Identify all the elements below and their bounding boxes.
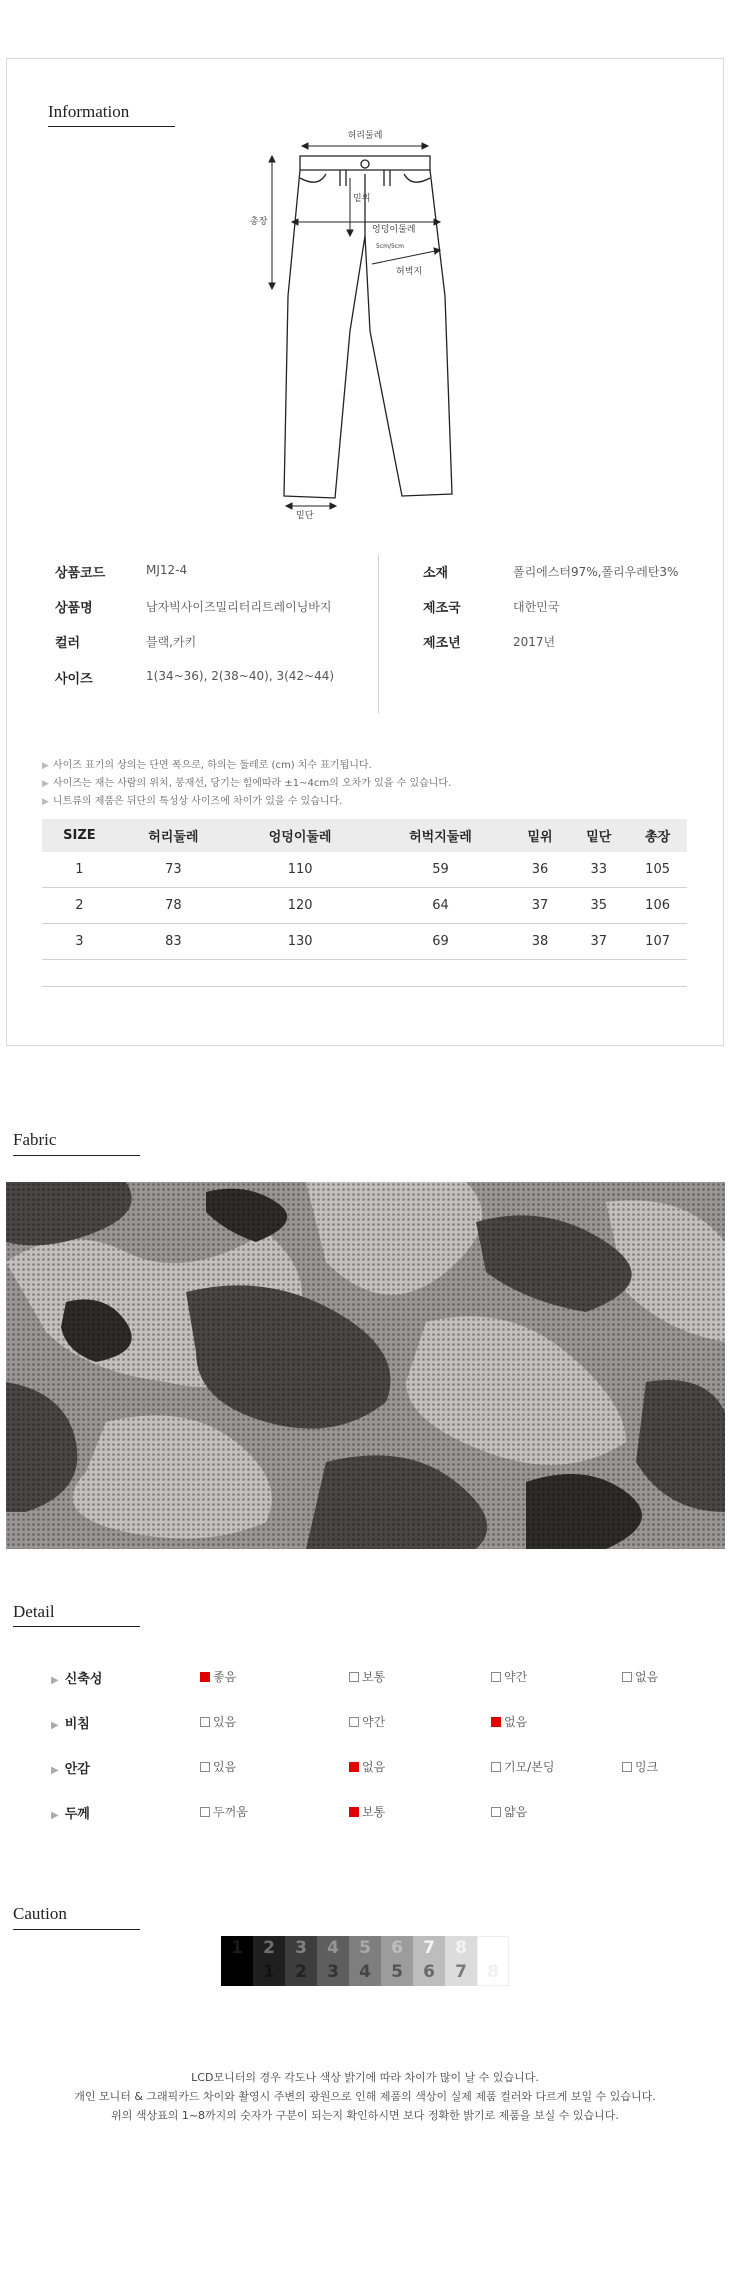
swatch-number-top: 6: [391, 1938, 403, 1958]
spec-value-name: 남자빅사이즈밀리터리트레이닝바지: [146, 600, 332, 614]
table-cell: 2: [42, 888, 117, 924]
caution-text: 개인 모니터 & 그래픽카드 차이와 촬영시 주변의 광원으로 인해 제품의 색상이 실제 제품 컬러와 다르게 보일 수 있습니다.: [74, 2090, 656, 2103]
size-note: ▶ 사이즈 표기의 상의는 단면 폭으로, 하의는 둘레로 (cm) 치수 표기됩니다.: [42, 760, 372, 771]
table-cell: 64: [370, 888, 510, 924]
checkbox-icon: [622, 1672, 632, 1682]
swatch-number-top: 8: [455, 1938, 467, 1958]
spec-value-year: 2017년: [513, 635, 556, 649]
checkbox-icon: [200, 1717, 210, 1727]
swatch-number-top: 1: [231, 1938, 243, 1958]
spec-value-code: MJ12-4: [146, 563, 188, 577]
detail-option-lining-none[interactable]: 없음: [349, 1758, 385, 1775]
table-cell: 83: [117, 924, 230, 960]
table-cell: 33: [569, 852, 628, 888]
table-cell: 120: [230, 888, 370, 924]
detail-option-sheer-yes[interactable]: 있음: [200, 1713, 236, 1730]
table-cell: 35: [569, 888, 628, 924]
detail-title-rule: [13, 1626, 140, 1627]
detail-label-elasticity: ▶ 신축성: [51, 1672, 103, 1687]
detail-option-elasticity-slight[interactable]: 약간: [491, 1668, 527, 1685]
detail-option-lining-mink[interactable]: 밍크: [622, 1758, 658, 1775]
swatch-number-top: 2: [263, 1938, 275, 1958]
table-cell: 78: [117, 888, 230, 924]
table-cell: 36: [511, 852, 570, 888]
checkbox-checked-icon: [349, 1807, 359, 1817]
detail-option-elasticity-normal[interactable]: 보통: [349, 1668, 385, 1685]
swatch-number-bottom: 3: [327, 1962, 339, 1982]
swatch-number-top: 4: [327, 1938, 339, 1958]
spec-key-color: 컬러: [55, 636, 81, 651]
fabric-title: Fabric: [13, 1130, 57, 1149]
detail-title: Detail: [13, 1602, 55, 1621]
detail-option-thickness-thin[interactable]: 얇음: [491, 1803, 527, 1820]
color-swatch: [221, 1936, 253, 1986]
table-row: [42, 924, 687, 960]
size-table-header: [42, 819, 687, 852]
diagram-label-waist: 허리둘레: [347, 131, 383, 141]
size-note: ▶ 니트류의 제품은 뒤단의 특성상 사이즈에 차이가 있을 수 있습니다.: [42, 796, 343, 807]
spec-divider: [378, 555, 379, 713]
diagram-label-rise: 밑위: [353, 194, 371, 204]
diagram-label-small-mark: 5cm/5cm: [376, 243, 404, 250]
swatch-number-bottom: 4: [359, 1962, 371, 1982]
color-swatch: [349, 1936, 381, 1986]
diagram-label-hem: 밑단: [296, 511, 314, 521]
table-cell: 130: [230, 924, 370, 960]
detail-option-elasticity-none[interactable]: 없음: [622, 1668, 658, 1685]
diagram-label-length: 총장: [250, 217, 268, 227]
detail-option-thickness-normal[interactable]: 보통: [349, 1803, 385, 1820]
spec-value-material: 폴리에스터97%,폴리우레탄3%: [513, 565, 679, 579]
table-cell: 38: [511, 924, 570, 960]
swatch-number-bottom: 1: [263, 1962, 275, 1982]
color-swatch: [413, 1936, 445, 1986]
caution-title: Caution: [13, 1904, 67, 1923]
table-cell: 3: [42, 924, 117, 960]
detail-option-lining-yes[interactable]: 있음: [200, 1758, 236, 1775]
table-header-cell: 밑위: [511, 819, 570, 852]
table-cell: 105: [628, 852, 687, 888]
swatch-number-bottom: 2: [295, 1962, 307, 1982]
detail-option-elasticity-good[interactable]: 좋음: [200, 1668, 236, 1685]
table-cell: 69: [370, 924, 510, 960]
swatch-number-top: 7: [423, 1938, 435, 1958]
table-bottom-rule: [42, 986, 687, 987]
checkbox-icon: [349, 1672, 359, 1682]
swatch-number-bottom: 7: [455, 1962, 467, 1982]
table-row: [42, 888, 687, 924]
color-swatch: [477, 1936, 509, 1986]
swatch-number-top: 5: [359, 1938, 371, 1958]
spec-key-material: 소재: [423, 566, 449, 581]
table-cell: 107: [628, 924, 687, 960]
color-swatch: [317, 1936, 349, 1986]
checkbox-icon: [200, 1807, 210, 1817]
color-swatch: [381, 1936, 413, 1986]
checkbox-checked-icon: [349, 1762, 359, 1772]
spec-key-name: 상품명: [55, 601, 93, 616]
caution-text: 위의 색상표의 1~8까지의 숫자가 구분이 되는지 확인하시면 보다 정확한 밝기로 제품을 보실 수 있습니다.: [111, 2109, 619, 2122]
table-cell: 73: [117, 852, 230, 888]
fabric-title-rule: [13, 1155, 140, 1156]
checkbox-icon: [200, 1762, 210, 1772]
spec-value-country: 대한민국: [513, 600, 560, 614]
information-title: Information: [48, 102, 130, 121]
color-swatch: [253, 1936, 285, 1986]
spec-value-size: 1(34~36), 2(38~40), 3(42~44): [146, 669, 335, 683]
detail-option-thickness-thick[interactable]: 두꺼움: [200, 1803, 248, 1820]
pants-size-diagram: [240, 126, 460, 526]
swatch-number-bottom: 5: [391, 1962, 403, 1982]
table-header-cell: 엉덩이둘레: [230, 819, 370, 852]
detail-label-thickness: ▶ 두께: [51, 1807, 90, 1822]
size-table: [42, 819, 687, 960]
size-note: ▶ 사이즈는 재는 사람의 위치, 봉재선, 당기는 힘에따라 ±1~4cm의 오차가 있을 수 있습니다.: [42, 778, 452, 789]
table-row: [42, 852, 687, 888]
information-title-rule: [48, 126, 175, 127]
color-swatch: [285, 1936, 317, 1986]
table-header-cell: 총장: [628, 819, 687, 852]
swatch-number-bottom: 8: [487, 1962, 499, 1982]
swatch-number-bottom: 6: [423, 1962, 435, 1982]
checkbox-icon: [491, 1807, 501, 1817]
checkbox-icon: [349, 1717, 359, 1727]
checkbox-icon: [622, 1762, 632, 1772]
table-header-cell: SIZE: [42, 819, 117, 852]
detail-option-lining-brushed[interactable]: 기모/본딩: [491, 1758, 554, 1775]
table-cell: 106: [628, 888, 687, 924]
spec-value-color: 블랙,카키: [146, 635, 197, 649]
detail-label-lining: ▶ 안감: [51, 1762, 90, 1777]
table-cell: 110: [230, 852, 370, 888]
swatch-number-top: 3: [295, 1938, 307, 1958]
color-swatch: [445, 1936, 477, 1986]
checkbox-icon: [491, 1672, 501, 1682]
checkbox-checked-icon: [491, 1717, 501, 1727]
table-header-cell: 허리둘레: [117, 819, 230, 852]
detail-option-sheer-none[interactable]: 없음: [491, 1713, 527, 1730]
diagram-label-hip: 엉덩이둘레: [372, 225, 416, 235]
table-cell: 59: [370, 852, 510, 888]
table-cell: 1: [42, 852, 117, 888]
table-cell: 37: [569, 924, 628, 960]
table-header-cell: 밑단: [569, 819, 628, 852]
spec-key-size: 사이즈: [55, 672, 93, 687]
checkbox-icon: [491, 1762, 501, 1772]
spec-key-year: 제조년: [423, 636, 461, 651]
diagram-label-thigh: 허벅지: [396, 267, 423, 277]
fabric-texture-image: [6, 1182, 725, 1549]
caution-title-rule: [13, 1929, 140, 1930]
detail-label-sheerness: ▶ 비침: [51, 1717, 90, 1732]
spec-key-code: 상품코드: [55, 566, 106, 581]
table-header-cell: 허벅지둘레: [370, 819, 510, 852]
caution-text: LCD모니터의 경우 각도나 색상 밝기에 따라 차이가 많이 날 수 있습니다.: [191, 2071, 539, 2084]
table-cell: 37: [511, 888, 570, 924]
checkbox-checked-icon: [200, 1672, 210, 1682]
spec-key-country: 제조국: [423, 601, 461, 616]
detail-option-sheer-slight[interactable]: 약간: [349, 1713, 385, 1730]
